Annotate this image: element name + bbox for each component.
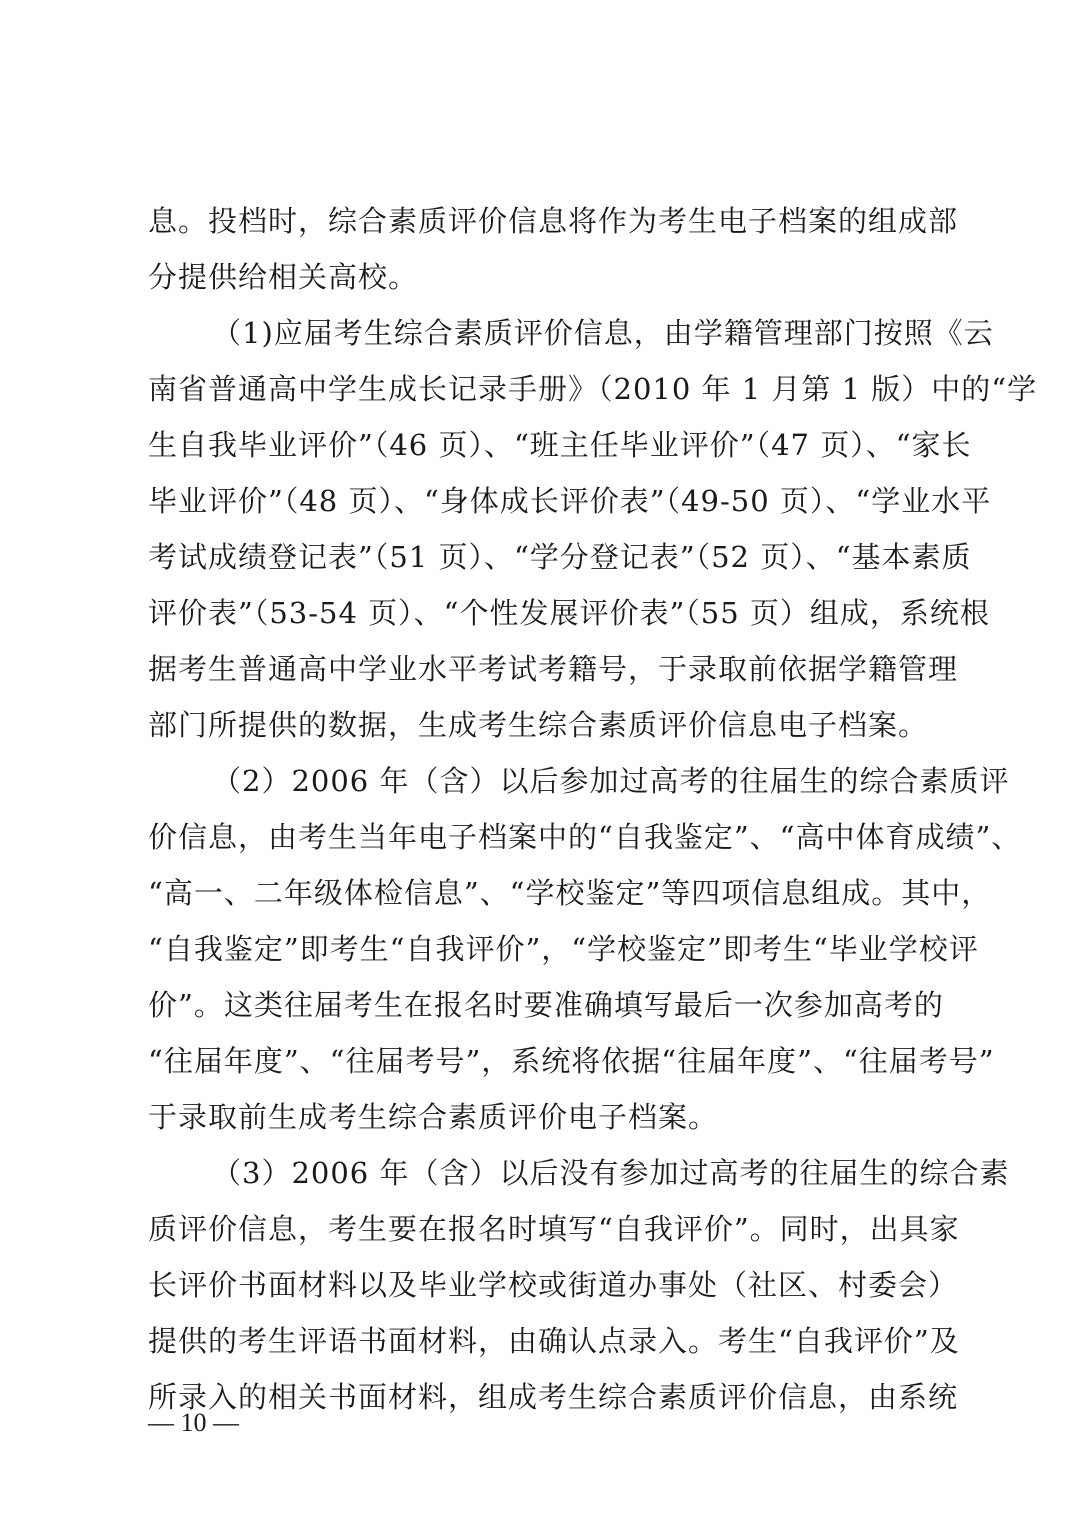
text-line: 南省普通高中学生成长记录手册》（2010 年 1 月第 1 版）中的“学 [148,372,1038,406]
text-line: “高一、二年级体检信息”、“学校鉴定”等四项信息组成。其中， [148,876,992,910]
text-line: 考试成绩登记表”（51 页）、“学分登记表”（52 页）、“基本素质 [148,540,972,574]
text-line: 毕业评价”（48 页）、“身体成长评价表”（49-50 页）、“学业水平 [148,484,992,518]
text-line: 生自我毕业评价”（46 页）、“班主任毕业评价”（47 页）、“家长 [148,428,972,462]
text-line: 提供的考生评语书面材料，由确认点录入。考生“自我评价”及 [148,1324,960,1358]
text-line: 评价表”（53-54 页）、“个性发展评价表”（55 页）组成，系统根 [148,596,990,630]
text-line: “往届年度”、“往届考号”，系统将依据“往届年度”、“往届考号” [148,1044,995,1078]
paragraph-start-2: （2）2006 年（含）以后参加过高考的往届生的综合素质评 [212,764,1010,798]
text-line: 据考生普通高中学业水平考试考籍号，于录取前依据学籍管理 [148,652,959,686]
text-line: 质评价信息，考生要在报名时填写“自我评价”。同时，出具家 [148,1212,960,1246]
text-line: 于录取前生成考生综合素质评价电子档案。 [148,1100,719,1134]
paragraph-start-3: （3）2006 年（含）以后没有参加过高考的往届生的综合素 [212,1156,1010,1190]
text-line: 所录入的相关书面材料，组成考生综合素质评价信息，由系统 [148,1380,959,1414]
text-line: 分提供给相关高校。 [148,260,419,294]
text-line: 部门所提供的数据，生成考生综合素质评价信息电子档案。 [148,708,929,742]
text-line: 长评价书面材料以及毕业学校或街道办事处（社区、村委会） [148,1268,959,1302]
paragraph-start-1: （1)应届考生综合素质评价信息，由学籍管理部门按照《云 [212,316,994,350]
text-line: 价”。这类往届考生在报名时要准确填写最后一次参加高考的 [148,988,944,1022]
text-line: 息。投档时，综合素质评价信息将作为考生电子档案的组成部 [148,204,959,238]
text-line: 价信息，由考生当年电子档案中的“自我鉴定”、“高中体育成绩”、 [148,820,1022,854]
text-line: “自我鉴定”即考生“自我评价”，“学校鉴定”即考生“毕业学校评 [148,932,979,966]
page-number: — 10 — [148,1408,239,1437]
